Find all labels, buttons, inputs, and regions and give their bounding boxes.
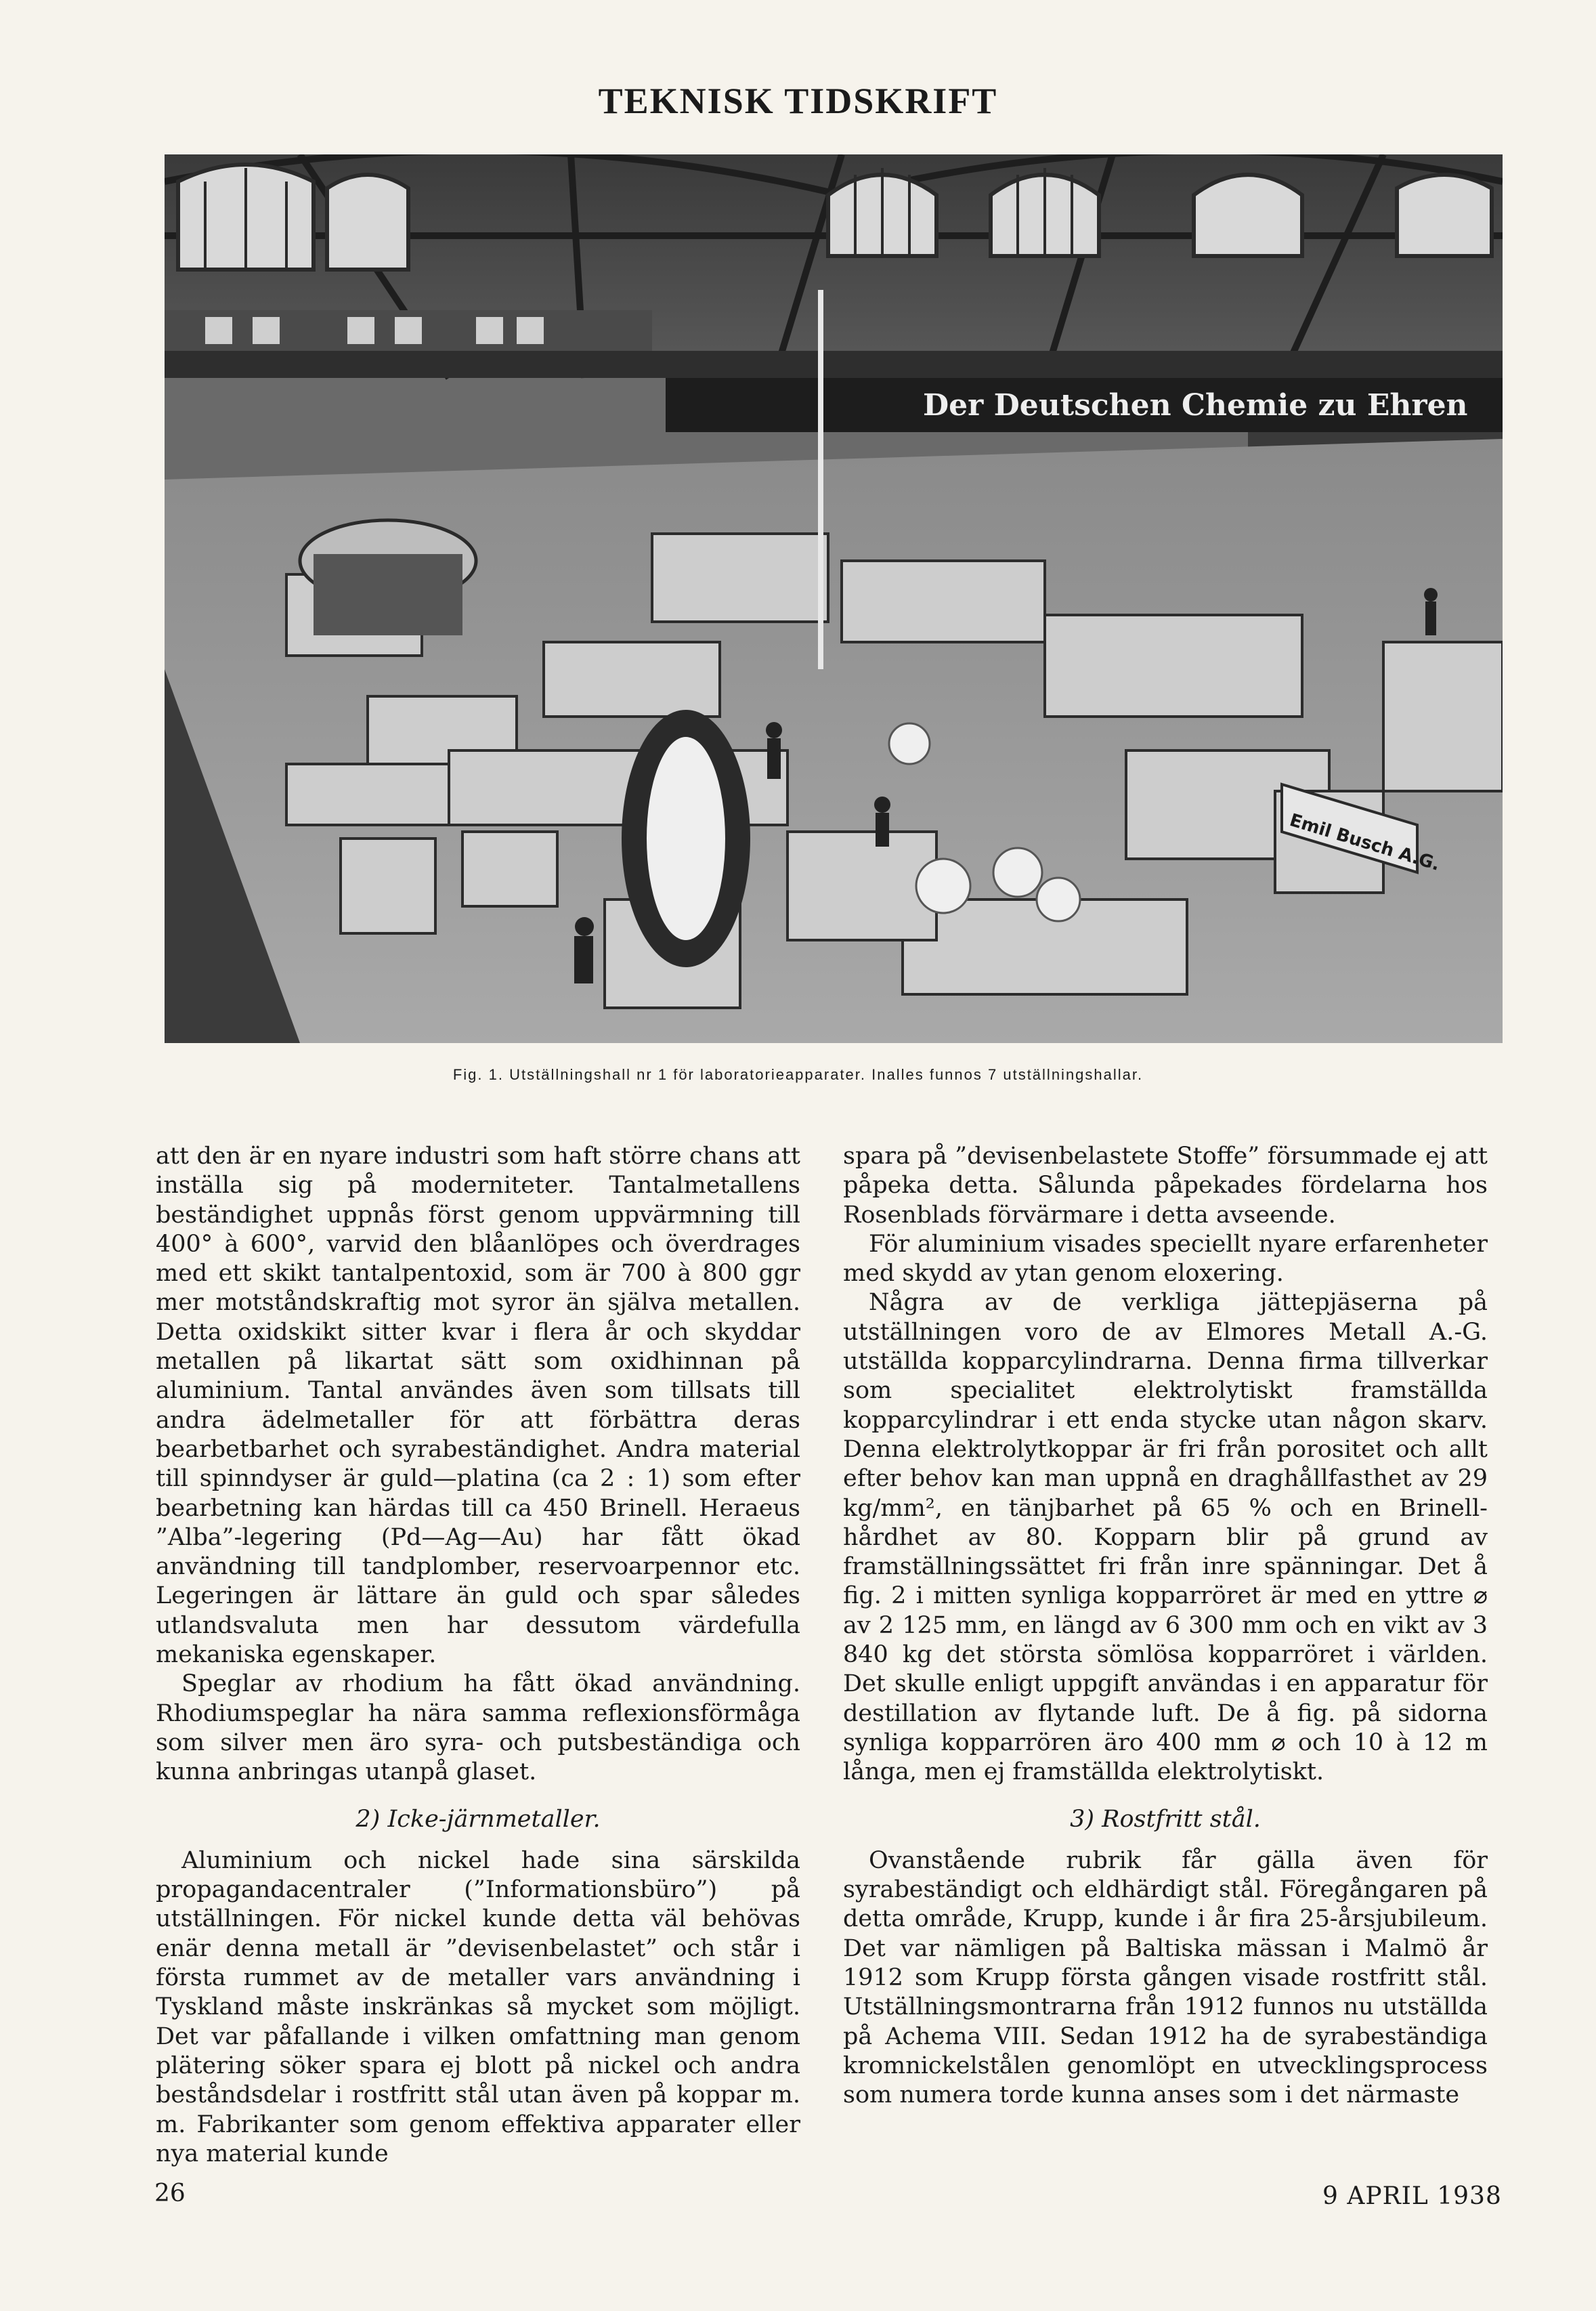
exhibition-hall-photo [165,154,1503,1043]
figure-caption: Fig. 1. Utställningshall nr 1 för laboratorieapparater. Inalles funnos 7 utställningshallar. [452,1066,1144,1083]
paragraph: Aluminium och nickel hade sina särskilda propagandacentraler (”Informationsbüro”) på utställningen. För nickel kunde detta väl behövas enär denna metall är ”devisenbelastet” och står i första rummet av de metaller vars användning i Tyskland måste inskränkas så mycket som möjligt. Det var påfallande i vilken omfattning man genom plätering söker spara ej blott på nickel och andra beståndsdelar i rostfritt stål utan även på koppar m. m. Fabrikanter som genom effektiva apparater eller nya material kunde [156,1846,800,2167]
page-number: 26 [154,2180,186,2207]
paragraph: Ovanstående rubrik får gälla även för syrabeständigt och eldhärdigt stål. Föregångaren på detta område, Krupp, kunde i år fira 25-årsjubileum. Det var nämligen på Baltiska mässan i Malmö år 1912 som Krupp första gången visade rostfritt stål. Utställningsmontrarna från 1912 funnos nu utställda på Achema VIII. Sedan 1912 ha de syrabeständiga kromnickelstålen genomlöpt en utvecklingsprocess som numera torde kunna anses som i det närmaste [843,1846,1488,2109]
journal-title: TEKNISK TIDSKRIFT [598,81,998,121]
paragraph: Speglar av rhodium ha fått ökad användning. Rhodiumspeglar ha nära samma reflexionsförmåga som silver men äro syra- och putsbeständiga och kunna anbringas utanpå glaset. [156,1670,800,1786]
section-heading: 3) Rostfritt stål. [1070,1805,1261,1833]
paragraph: För aluminium visades speciellt nyare erfarenheter med skydd av ytan genom eloxering. [843,1230,1488,1288]
photo-drawing [165,154,1503,1043]
paragraph: Några av de verkliga jättepjäserna på utställningen voro de av Elmores Metall A.-G. utställda kopparcylindrarna. Denna firma tillverkar som specialitet elektrolytiskt framställda kopparcylindrar i ett enda stycke utan någon skarv. Denna elektrolytkoppar är fri från porositet och allt efter behov kan man uppnå en draghållfasthet av 29 kg/mm², en tänjbarhet på 65 % och en Brinell-hårdhet av 80. Kopparn blir på grund av framställningssättet fri från inre spänningar. Det å fig. 2 i mitten synliga kopparröret är med en yttre ⌀ av 2 125 mm, en längd av 6 300 mm och en vikt av 3 840 kg det största sömlösa kopparröret i världen. Det skulle enligt uppgift användas i en apparatur för destillation av flytande luft. De å fig. på sidorna synliga kopparrören äro 400 mm ⌀ och 10 à 12 m långa, men ej framställda elektrolytiskt. [843,1289,1488,1786]
paragraph: spara på ”devisenbelastete Stoffe” försummade ej att påpeka detta. Sålunda påpekades fördelarna hos Rosenblads förvärmare i detta avseende. [843,1143,1488,1229]
section-heading: 2) Icke-järnmetaller. [355,1805,601,1833]
issue-date: 9 APRIL 1938 [1322,2182,1502,2210]
left-column [156,1142,800,2169]
paragraph: att den är en nyare industri som haft större chans att inställa sig på moderniteter. Tantalmetallens beständighet uppnås först genom uppvärmning till 400° à 600°, varvid den blåanlöpes och överdrages med ett skikt tantalpentoxid, som är 700 à 800 ggr mer motståndskraftig mot syror än själva metallen. Detta oxidskikt sitter kvar i flera år och skyddar metallen på likartat sätt som oxidhinnan på aluminium. Tantal användes även som tillsats till andra ädelmetaller för att förbättra deras bearbetbarhet och syrabeständighet. Andra material till spinndyser är guld—platina (ca 2 : 1) som efter bearbetning kan härdas till ca 450 Brinell. Heraeus ”Alba”-legering (Pd—Ag—Au) har fått ökad användning till tandplomber, reservoarpennor etc. Legeringen är lättare än guld och spar således utlandsvaluta men har dessutom värdefulla mekaniska egenskaper. [156,1143,800,1669]
banner-text: Der Deutschen Chemie zu Ehren [923,388,1468,423]
right-column [843,1142,1488,2111]
stand-label: Emil Busch A.G. [1287,810,1442,876]
